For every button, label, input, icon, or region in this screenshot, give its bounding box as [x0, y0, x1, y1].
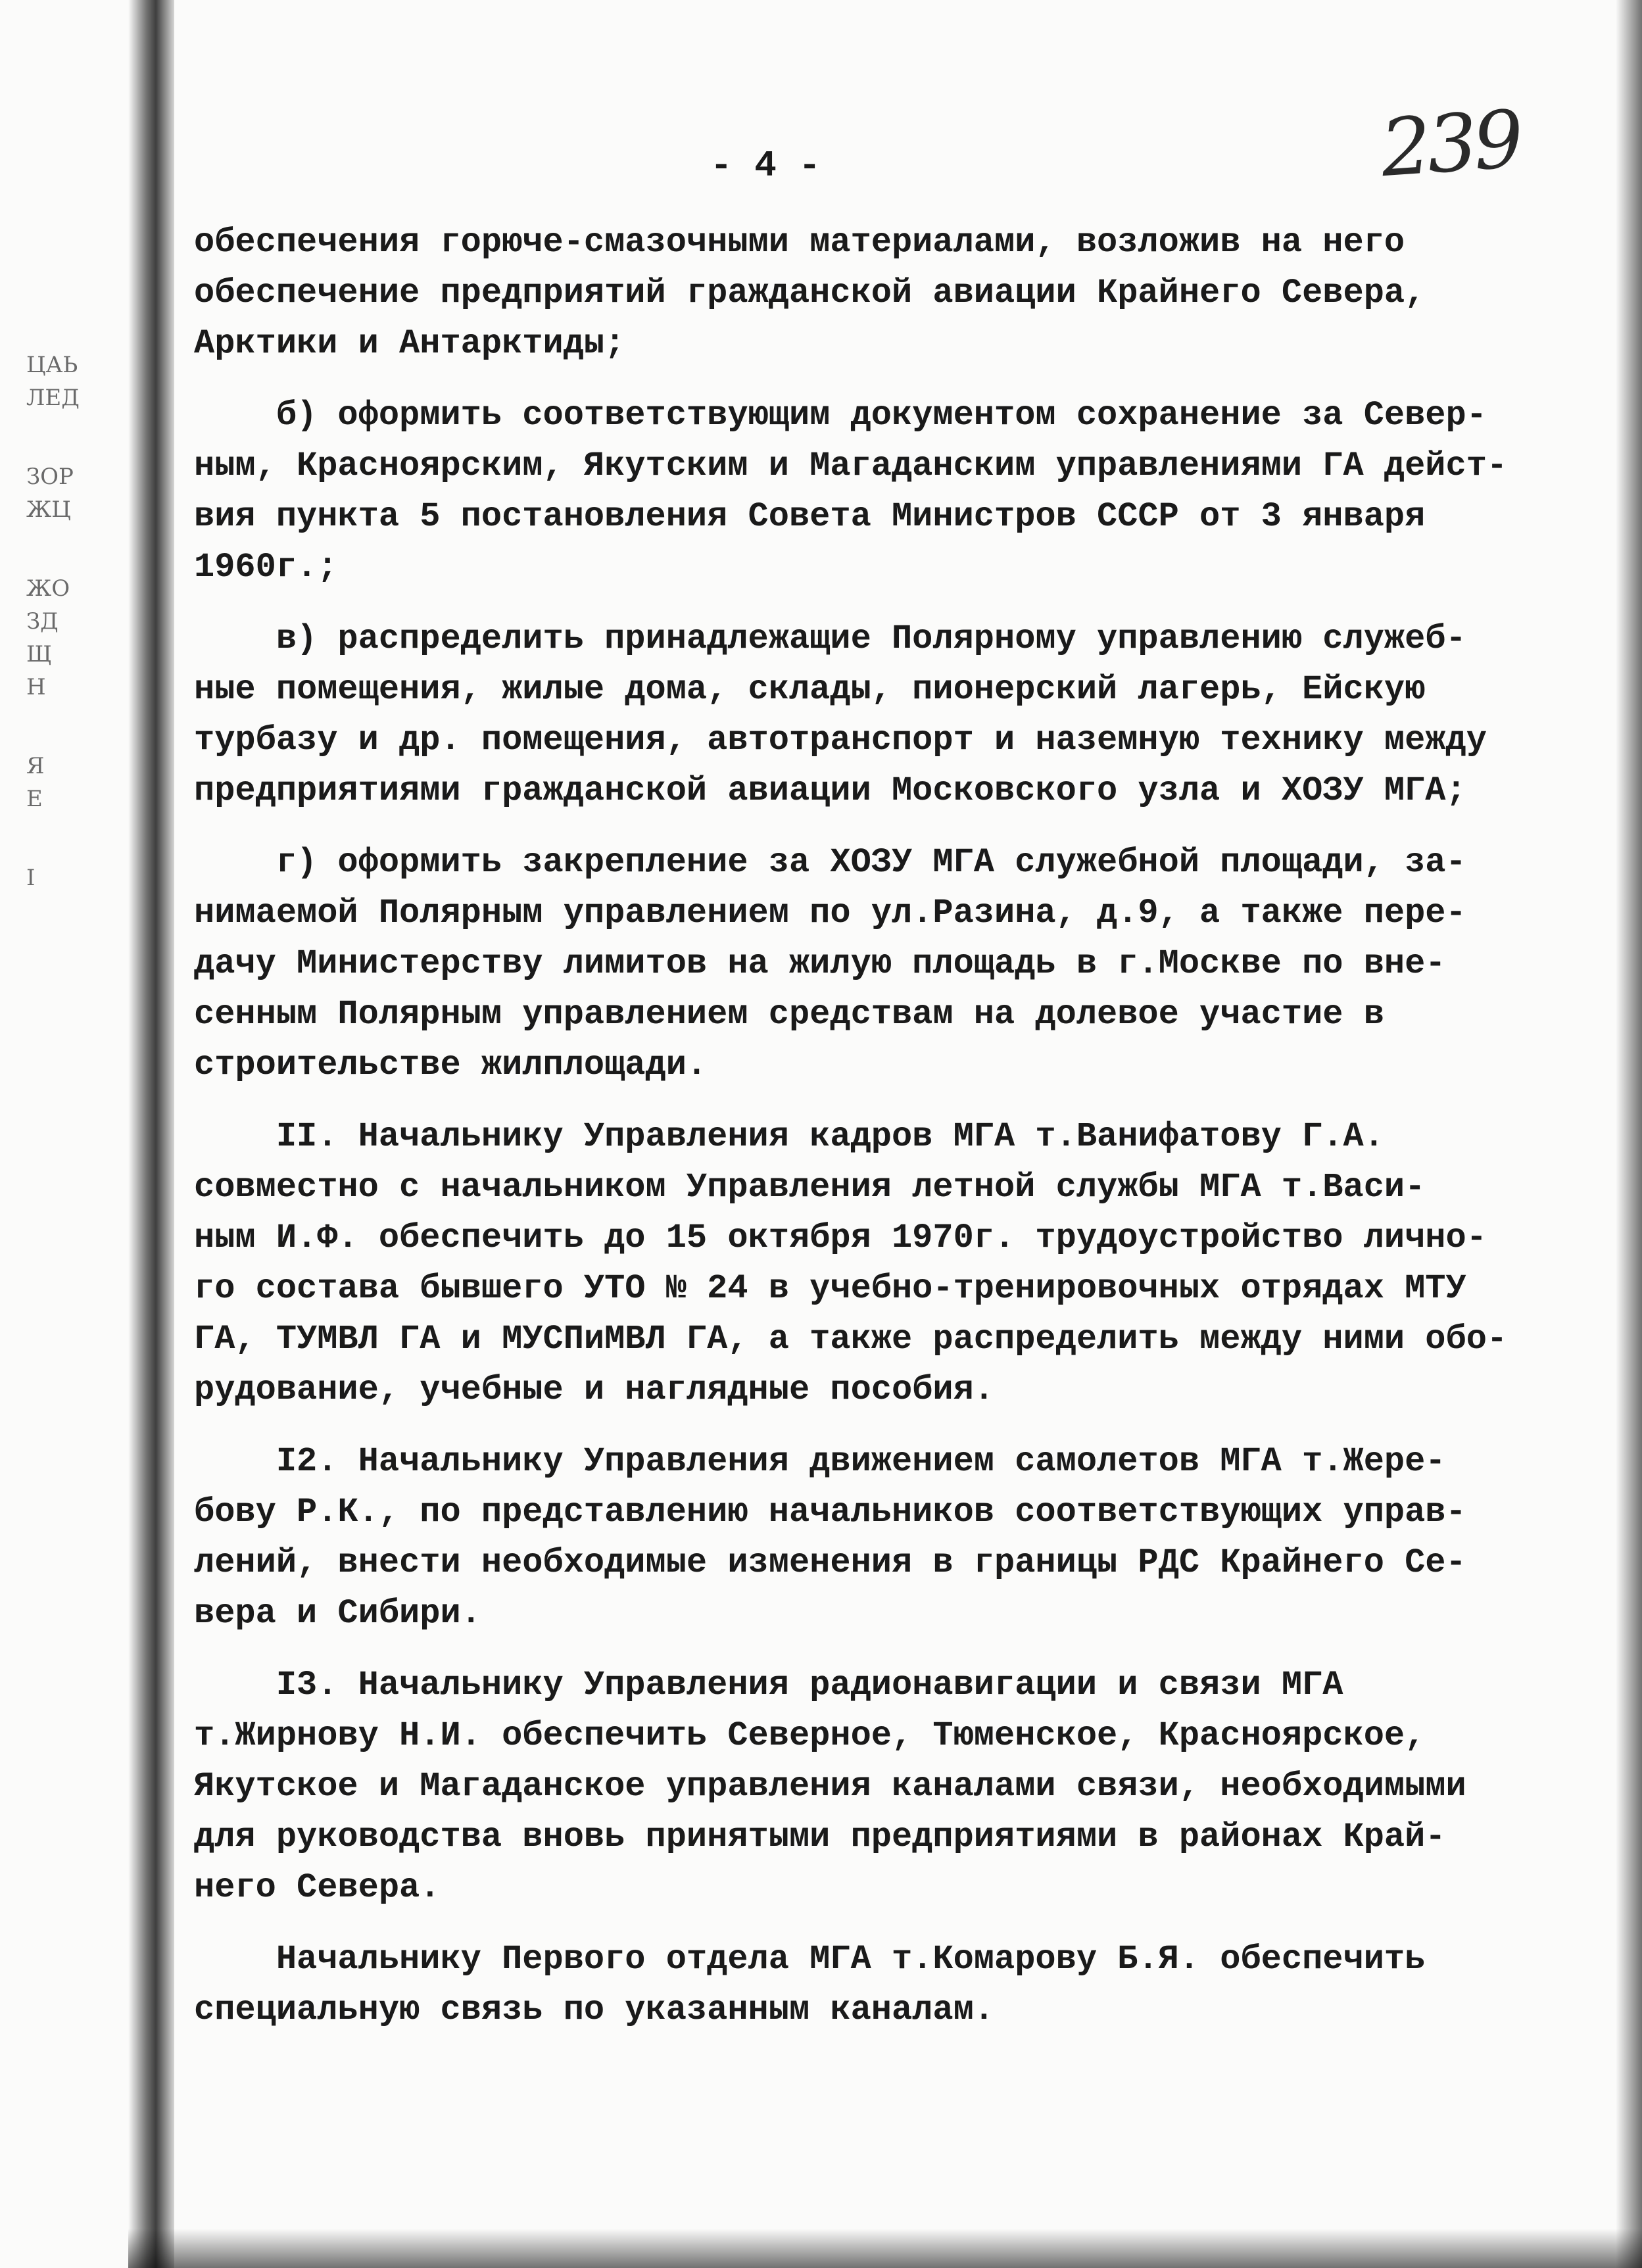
text-line: I2. Начальнику Управления движением самолетов МГА т.Жере- [194, 1442, 1446, 1481]
text-line: обеспечения горюче-смазочными материалами, возложив на него [194, 223, 1405, 262]
text-line: г) оформить закрепление за ХОЗУ МГА служебной площади, за- [194, 843, 1466, 882]
right-edge-shadow [1616, 0, 1642, 2268]
text-line: сенным Полярным управлением средствам на долевое участие в [194, 995, 1384, 1034]
text-line: совместно с начальником Управления летной службы МГА т.Васи- [194, 1168, 1426, 1207]
margin-fragment: Е [26, 786, 43, 812]
text-line: лений, внести необходимые изменения в границы РДС Крайнего Се- [194, 1543, 1466, 1582]
paragraph [194, 390, 1508, 592]
text-line: Начальнику Первого отдела МГА т.Комарову Б.Я. обеспечить [194, 1940, 1426, 1979]
text-line: го состава бывшего УТО № 24 в учебно-тренировочных отрядах МТУ [194, 1269, 1466, 1308]
text-line: турбазу и др. помещения, автотранспорт и наземную технику между [194, 721, 1487, 760]
margin-fragment: ЖО [26, 575, 70, 602]
text-line: для руководства вновь принятыми предприятиями в районах Край- [194, 1818, 1446, 1856]
document-body [194, 217, 1508, 2035]
text-line: строительстве жилплощади. [194, 1046, 708, 1084]
paragraph [194, 1111, 1508, 1415]
text-line: I3. Начальнику Управления радионавигации и связи МГА [194, 1666, 1343, 1704]
margin-fragment: І [26, 865, 36, 891]
margin-fragment: Н [26, 674, 46, 700]
margin-fragment: Щ [26, 641, 52, 667]
margin-fragment: ЛЕД [26, 385, 80, 411]
text-line: Арктики и Антарктиды; [194, 324, 625, 363]
text-line: ным И.Ф. обеспечить до 15 октября 1970г. трудоустройство лично- [194, 1218, 1487, 1257]
margin-fragment: ЗД [26, 608, 59, 635]
paragraph [194, 1436, 1503, 1639]
paragraph [194, 1660, 1503, 1913]
handwritten-folio-number: 239 [1378, 93, 1523, 195]
text-line: в) распределить принадлежащие Полярному управлению служеб- [194, 619, 1466, 658]
margin-fragment: ЦАЬ [26, 352, 78, 378]
page-number: - 4 - [710, 145, 821, 187]
paragraph [194, 1934, 1503, 2035]
binding-shadow [128, 0, 174, 2268]
text-line: бову Р.К., по представлению начальников соответствующих управ- [194, 1493, 1466, 1532]
bottom-edge-shadow [128, 2229, 1642, 2268]
text-line: рудование, учебные и наглядные пособия. [194, 1370, 994, 1409]
paragraph [194, 614, 1503, 816]
text-line: б) оформить соответствующим документом сохранение за Север- [194, 396, 1487, 435]
text-line: 1960г.; [194, 548, 338, 587]
text-line: т.Жирнову Н.И. обеспечить Северное, Тюменское, Красноярское, [194, 1716, 1426, 1755]
text-line: Якутское и Магаданское управления каналами связи, необходимыми [194, 1767, 1466, 1806]
text-line: вия пункта 5 постановления Совета Министров СССР от 3 января [194, 497, 1426, 536]
margin-fragment: Я [26, 753, 45, 779]
margin-fragment: ЖЦ [26, 496, 71, 523]
margin-fragment: ЗОР [26, 464, 74, 490]
text-line: II. Начальнику Управления кадров МГА т.Ванифатову Г.А. [194, 1117, 1384, 1156]
text-line: специальную связь по указанным каналам. [194, 1991, 994, 2029]
text-line: вера и Сибири. [194, 1594, 481, 1633]
text-line: ные помещения, жилые дома, склады, пионерский лагерь, Ейскую [194, 670, 1426, 709]
text-line: дачу Министерству лимитов на жилую площадь в г.Москве по вне- [194, 944, 1446, 983]
text-line: ГА, ТУМВЛ ГА и МУСПиМВЛ ГА, а также распределить между ними обо- [194, 1320, 1508, 1359]
paragraph [194, 837, 1503, 1090]
text-line: ным, Красноярским, Якутским и Магаданским управлениями ГА дейст- [194, 446, 1508, 485]
paragraph [194, 217, 1503, 369]
text-line: него Севера. [194, 1868, 441, 1907]
text-line: нимаемой Полярным управлением по ул.Разина, д.9, а также пере- [194, 894, 1466, 932]
text-line: предприятиями гражданской авиации Московского узла и ХОЗУ МГА; [194, 771, 1466, 810]
text-line: обеспечение предприятий гражданской авиации Крайнего Севера, [194, 274, 1426, 312]
margin-fragments [26, 349, 112, 894]
